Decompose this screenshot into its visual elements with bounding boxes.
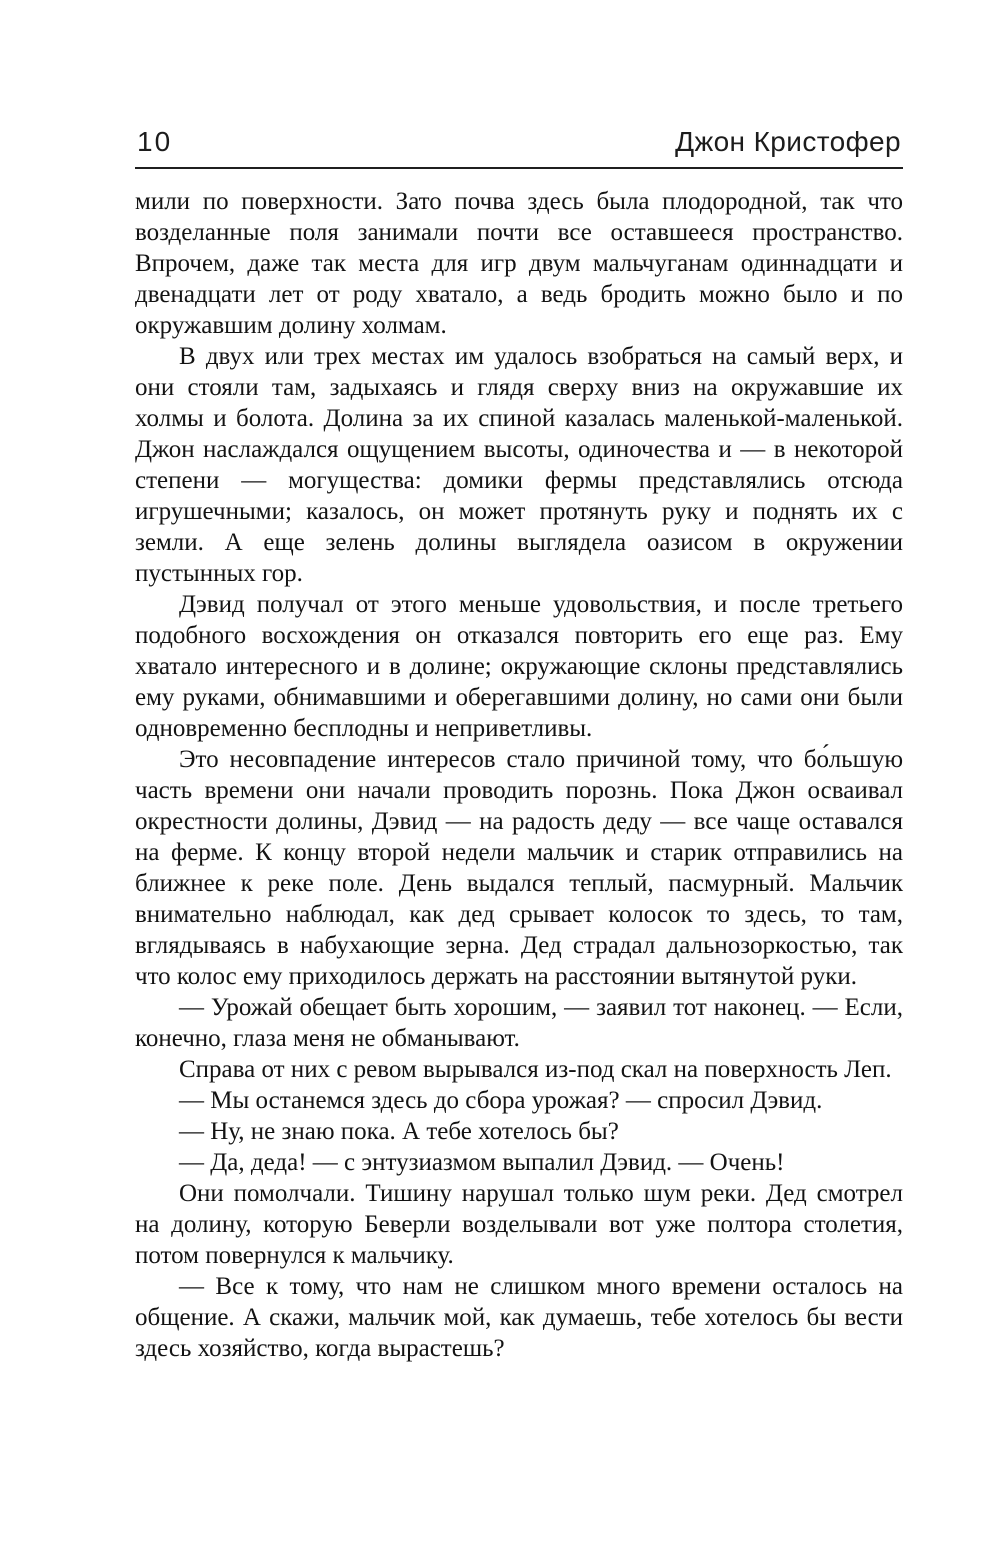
page-header [135, 126, 903, 169]
paragraph: Дэвид получал от этого меньше удовольствия, и после третьего подобного восхождения он отказался повторить его еще раз. Ему хватало интересного и в долине; окружающие склоны представлялись ему руками, обнимавшими и оберегавшими долину, но сами они были одновременно бесплодны и неприветливы. [135, 591, 903, 742]
paragraph: мили по поверхности. Зато почва здесь была плодородной, так что возделанные поля занимали почти все оставшееся пространство. Впрочем, даже так места для игр двум мальчуганам одиннадцати и двенадцати лет от роду хватало, а ведь бродить можно было и по окружавшим долину холмам. [135, 188, 903, 339]
paragraph: — Все к тому, что нам не слишком много времени осталось на общение. А скажи, мальчик мой, как думаешь, тебе хотелось бы вести здесь хозяйство, когда вырастешь? [135, 1273, 903, 1362]
paragraph: Они помолчали. Тишину нарушал только шум реки. Дед смотрел на долину, которую Беверли возделывали вот уже полтора столетия, потом повернулся к мальчику. [135, 1180, 903, 1269]
text-body [135, 186, 903, 1364]
paragraph: В двух или трех местах им удалось взобраться на самый верх, и они стояли там, задыхаясь и глядя сверху вниз на окружавшие их холмы и болота. Долина за их спиной казалась маленькой-маленькой. Джон наслаждался ощущением высоты, одиночества и — в некоторой степени — могущества: домики фермы представлялись отсюда игрушечными; казалось, он может протянуть руку и поднять их с земли. А еще зелень долины выглядела оазисом в окружении пустынных гор. [135, 343, 903, 587]
paragraph: — Да, деда! — с энтузиазмом выпалил Дэвид. — Очень! [179, 1149, 785, 1176]
paragraph: — Урожай обещает быть хорошим, — заявил тот наконец. — Если, конечно, глаза меня не обманывают. [135, 994, 903, 1052]
paragraph: Справа от них с ревом вырывался из-под скал на поверхность Леп. [179, 1056, 892, 1083]
page-number: 10 [137, 126, 173, 157]
running-head: Джон Кристофер [675, 126, 901, 157]
paragraph: — Ну, не знаю пока. А тебе хотелось бы? [179, 1118, 619, 1145]
paragraph: — Мы останемся здесь до сбора урожая? — спросил Дэвид. [179, 1087, 823, 1114]
paragraph: Это несовпадение интересов стало причиной тому, что бо́льшую часть времени они начали проводить порознь. Пока Джон осваивал окрестности долины, Дэвид — на радость деду — все чаще оставался на ферме. К концу второй недели мальчик и старик отправились на ближнее к реке поле. День выдался теплый, пасмурный. Мальчик внимательно наблюдал, как дед срывает колосок то здесь, то там, вглядываясь в набухающие зерна. Дед страдал дальнозоркостью, так что колос ему приходилось держать на расстоянии вытянутой руки. [135, 746, 903, 990]
